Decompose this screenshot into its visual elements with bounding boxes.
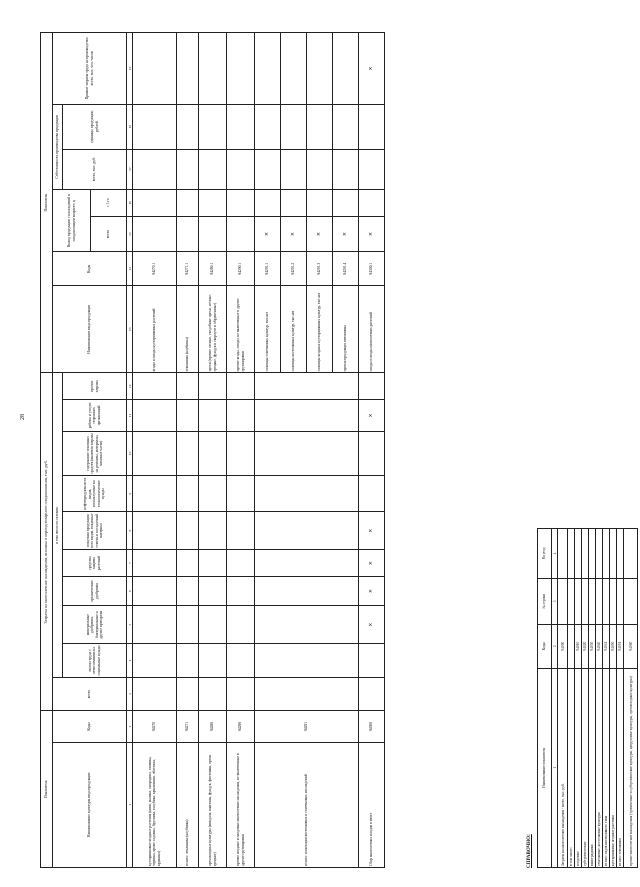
code: 94270: [133, 711, 177, 742]
cell: [177, 677, 199, 711]
cross-mark: ×: [255, 216, 281, 252]
code2: 94300.1: [359, 252, 385, 286]
product-name: ягоды и плоды кустарниковых растений: [133, 286, 177, 373]
product-name: саженцы косточковых культур, тыс.шт: [281, 286, 307, 373]
cell: [133, 149, 177, 189]
cell: [333, 189, 359, 216]
cell: [281, 104, 307, 149]
cell: [255, 104, 281, 149]
cell: [227, 216, 255, 252]
cell: [575, 578, 582, 624]
cell: [333, 104, 359, 149]
code2-header: Коды: [53, 252, 127, 286]
organic-header: органические удобрения: [63, 577, 127, 606]
product-name: орехи (прочие лесные, съедобные орехи, лесные, грецкие, фундук в скорлупе и обрушенные): [199, 286, 227, 373]
cell: [199, 431, 227, 476]
cell: [177, 216, 199, 252]
code2: 94291.4: [333, 252, 359, 286]
cell: [589, 578, 596, 624]
cell: [133, 216, 177, 252]
table-row: [582, 529, 589, 868]
cell: [617, 578, 624, 624]
cell: [359, 104, 385, 149]
other-costs-header: прочие затраты: [63, 373, 127, 400]
table-row: [575, 529, 582, 868]
cell: [227, 512, 255, 550]
code-header: Коды: [53, 711, 127, 742]
code2: 94280.1: [199, 252, 227, 286]
cell: [177, 373, 199, 400]
indicator-header: Показатель: [41, 711, 53, 868]
reference-label: СПРАВОЧНО:: [527, 834, 532, 868]
code2: 94291.1: [255, 252, 281, 286]
cell: [199, 476, 227, 512]
cross-mark: ×: [359, 400, 385, 431]
col-num: 16: [127, 189, 133, 216]
cross-mark: ×: [359, 550, 385, 577]
reference-table: [537, 528, 638, 868]
product-name: саженцы семечковых культур, тыс.шт: [255, 286, 281, 373]
cross-mark: ×: [359, 577, 385, 606]
ref-code: 94060: [624, 624, 638, 668]
cell: [359, 677, 385, 711]
cell: [133, 189, 177, 216]
col-num: 17: [127, 149, 133, 189]
cell: [333, 149, 359, 189]
cell: [227, 476, 255, 512]
col-num: 4: [552, 529, 558, 579]
cell: [255, 33, 281, 105]
cost-header: Себестоимость производства продукции: [53, 104, 63, 189]
cell: [199, 644, 227, 678]
cell: [133, 677, 177, 711]
cell: [199, 577, 227, 606]
col-num: 1: [127, 742, 133, 867]
culture-name: орехоплодные культуры (миндаль, каштаны, фундук, фисташки, орехи грецкие): [199, 742, 227, 867]
cell: [227, 104, 255, 149]
cell: [624, 578, 638, 624]
col-num: 9: [127, 476, 133, 512]
col-num: 4: [127, 644, 133, 678]
services-header: работы и услуги сторонних организаций: [63, 400, 127, 431]
col-num: 10: [127, 431, 133, 476]
cell: [281, 33, 307, 105]
cell: [359, 373, 385, 400]
cell: [177, 189, 199, 216]
product-name: земляника (клубника): [177, 286, 199, 373]
cross-mark: ×: [359, 512, 385, 550]
ref-name: плодовые: [575, 668, 582, 867]
table-row: [177, 33, 199, 868]
culture-name: прочие ягодные и плодовые многолетние насаждения, не включенные в другие группировки: [227, 742, 255, 867]
output-header: Выход продукции с насаждений в плодоносящем возрасте, ц: [53, 189, 91, 252]
cell: [133, 33, 177, 105]
cell: [281, 149, 307, 189]
cell: [177, 33, 199, 105]
cell: [359, 644, 385, 678]
cell: [227, 577, 255, 606]
cell: [255, 677, 359, 711]
indicator-header-2: Показатель: [41, 33, 53, 373]
cell: [281, 189, 307, 216]
protect-header: средства защиты растений: [63, 550, 127, 577]
culture-name-header: Наименование культуры вида продукции: [53, 742, 127, 867]
ref-name: Затраты на многолетние насаждения - всего, тыс. руб.: [558, 668, 568, 867]
cell: [177, 431, 199, 476]
cell: [133, 400, 177, 431]
code2: 94271.1: [177, 252, 199, 286]
ref-name: из них: земляника: [617, 668, 624, 867]
cell: [255, 476, 359, 512]
cell: [255, 400, 359, 431]
cell: [133, 512, 177, 550]
ref-area-header: На угод: [538, 529, 552, 579]
ref-code: 94041: [603, 624, 610, 668]
culture-name: кустарниковые ягодные растения (киви, малина, смородина, ежевика, черника, кроме садовых, брусника, голубика, крыжовник, облепиха, крушина): [133, 742, 177, 867]
cross-mark: ×: [359, 33, 385, 105]
col-num: 18: [127, 104, 133, 149]
cell: [307, 33, 333, 105]
code2: 94290.1: [227, 252, 255, 286]
ref-code: 94051: [617, 624, 624, 668]
main-table: [40, 32, 385, 868]
col-num: 19: [127, 33, 133, 105]
cell: [227, 400, 255, 431]
cell: [199, 550, 227, 577]
cell: [199, 400, 227, 431]
ref-code: [568, 624, 575, 668]
cell: [255, 149, 281, 189]
col-num: 11: [127, 400, 133, 431]
code: 94271: [177, 711, 199, 742]
cell: [227, 189, 255, 216]
table-row: [589, 529, 596, 868]
table-row: [596, 529, 603, 868]
cell: [227, 33, 255, 105]
col-num: 5: [127, 606, 133, 644]
cell: [177, 577, 199, 606]
cell: [589, 529, 596, 579]
ref-line-header: № строки: [538, 578, 552, 624]
cell: [568, 529, 575, 579]
cell: [582, 578, 589, 624]
cell: [227, 644, 255, 678]
cell: [255, 189, 281, 216]
cell: [359, 476, 385, 512]
cell: [177, 476, 199, 512]
table-row: [624, 529, 638, 868]
cell: [255, 606, 359, 644]
code: 94290: [227, 711, 255, 742]
ref-code: 94010: [575, 624, 582, 668]
cell: [133, 431, 177, 476]
ref-code: 94030: [589, 624, 596, 668]
cell: [333, 33, 359, 105]
cell: [227, 373, 255, 400]
ref-code: 94000: [558, 624, 568, 668]
cell: [177, 512, 199, 550]
code: 94291: [255, 711, 359, 742]
cross-mark: ×: [359, 216, 385, 252]
culture-name: из них: плантации косточковых и семечковых насаждений: [255, 742, 359, 867]
oil-header: нефтепродукты всех видов, используемые на технологические нужды: [63, 476, 127, 512]
cell: [177, 606, 199, 644]
col-num: 14: [127, 252, 133, 286]
cell: [199, 104, 227, 149]
ref-name: кустарниковые ягодные растения: [610, 668, 617, 867]
cell: [610, 578, 617, 624]
col-num: 12: [127, 373, 133, 400]
cell: [133, 606, 177, 644]
incl-header: в том числе по статьям:: [53, 373, 63, 677]
cell: [575, 529, 582, 579]
cell: [582, 529, 589, 579]
cell: [610, 529, 617, 579]
product-name: прочая продукция питомника: [333, 286, 359, 373]
cell: [617, 529, 624, 579]
code2: 94270.1: [133, 252, 177, 286]
cell: [133, 373, 177, 400]
cell: [133, 577, 177, 606]
ref-name: семечковые, косточковые культуры: [596, 668, 603, 867]
table-title: Затраты на многолетние насаждения, вспашка в период товарного плодоношения, тыс. руб.: [41, 373, 53, 711]
cell: [133, 644, 177, 678]
col-num: 7: [127, 550, 133, 577]
product-name: саженцы ягодных кустарниковых культур, тыс.шт: [307, 286, 333, 373]
cell: [255, 644, 359, 678]
ref-name-header: Наименование показателя: [538, 668, 552, 867]
table-row: [199, 33, 227, 868]
table-row: [617, 529, 624, 868]
code2: 94291.3: [307, 252, 333, 286]
cell: [255, 550, 359, 577]
cell: [133, 550, 177, 577]
output-total-header: всего: [91, 216, 127, 252]
col-num: 3: [552, 578, 558, 624]
col-num: 1: [552, 668, 558, 867]
cell: [359, 149, 385, 189]
cell: [227, 606, 255, 644]
col-num: 8: [127, 512, 133, 550]
cell: [359, 189, 385, 216]
cell: [177, 644, 199, 678]
ref-name: в том числе:: [568, 668, 575, 867]
col-num: 3: [127, 677, 133, 711]
rotated-page: [40, 32, 633, 868]
ref-code: 94040: [596, 624, 603, 668]
col-num: 2: [127, 711, 133, 742]
cell: [199, 149, 227, 189]
cell: [307, 149, 333, 189]
cell: [199, 373, 227, 400]
table-row: [610, 529, 617, 868]
cell: [307, 104, 333, 149]
table-row: [359, 33, 385, 868]
fixed-assets-header: содержание основных средств (включая затраты на ремонты, материалы, запасные части): [63, 431, 127, 476]
cell: [227, 431, 255, 476]
ref-code: 94020: [582, 624, 589, 668]
ref-name: прочие многолетние насаждения (тропические и субтропические культуры, цитрусовые культуры, орехоплодные культуры): [624, 668, 638, 867]
ref-name: субтропические: [582, 668, 589, 867]
table-row: [558, 529, 568, 868]
cell: [359, 431, 385, 476]
cross-mark: ×: [281, 216, 307, 252]
cell: [568, 578, 575, 624]
cell: [255, 512, 359, 550]
direct-labor-header: Прямые затраты труда на производство всего, тыс. чел.-часов: [53, 33, 127, 105]
cell: [255, 431, 359, 476]
ref-name: виноградники: [589, 668, 596, 867]
cell: [199, 216, 227, 252]
cell: [177, 104, 199, 149]
product-name-header: Наименование вида продукции: [53, 286, 127, 373]
cell: [624, 529, 638, 579]
cell: [255, 373, 359, 400]
ref-code: 94050: [610, 624, 617, 668]
code2: 94291.2: [281, 252, 307, 286]
cell: [227, 677, 255, 711]
cross-mark: ×: [333, 216, 359, 252]
table-row: [133, 33, 177, 868]
page-number: 28: [20, 414, 26, 420]
cell: [596, 529, 603, 579]
cell: [177, 550, 199, 577]
cell: [558, 578, 568, 624]
total-header: всего: [53, 677, 127, 711]
mineral-header: минеральные удобрения, бактериальные и другие препараты: [63, 606, 127, 644]
cell: [307, 189, 333, 216]
col-num: 15: [127, 216, 133, 252]
cost-unit-header: единицы продукции, рублей: [63, 104, 127, 149]
cell: [558, 529, 568, 579]
cell: [603, 578, 610, 624]
ref-name: из них: садов интенсивного типа: [603, 668, 610, 867]
product-name: прочие ягоды, плоды, не включенные в другие группировки: [227, 286, 255, 373]
col-num: 2: [552, 624, 558, 668]
wages-header: оплата труда с отчислениями на социальные нужды: [63, 644, 127, 678]
cross-mark: ×: [307, 216, 333, 252]
table-row: [603, 529, 610, 868]
cell: [227, 550, 255, 577]
cell: [133, 476, 177, 512]
table-row: [255, 33, 281, 868]
cell: [227, 149, 255, 189]
product-name: плоды и ягоды многолетних растений: [359, 286, 385, 373]
cell: [199, 33, 227, 105]
culture-name: Сбор многолетних плодов в итоге: [359, 742, 385, 867]
cell: [255, 577, 359, 606]
code: 94300: [359, 711, 385, 742]
code: 94280: [199, 711, 227, 742]
cell: [177, 149, 199, 189]
cell: [199, 189, 227, 216]
cell: [603, 529, 610, 579]
cell: [133, 104, 177, 149]
col-num: 6: [127, 577, 133, 606]
cell: [596, 578, 603, 624]
table-row: [568, 529, 575, 868]
culture-name: из них: земляника (клубника): [177, 742, 199, 867]
ref-code-header: Коды: [538, 624, 552, 668]
bought-header: покупная продукция всех видов, покупные семена и посадочный материал: [63, 512, 127, 550]
col-num: 13: [127, 286, 133, 373]
cell: [199, 606, 227, 644]
cell: [177, 400, 199, 431]
cost-total-header: всего, тыс. руб.: [63, 149, 127, 189]
output-per-ha-header: с 1 га: [91, 189, 127, 216]
cell: [199, 677, 227, 711]
cross-mark: ×: [359, 606, 385, 644]
table-row: [227, 33, 255, 868]
cell: [199, 512, 227, 550]
